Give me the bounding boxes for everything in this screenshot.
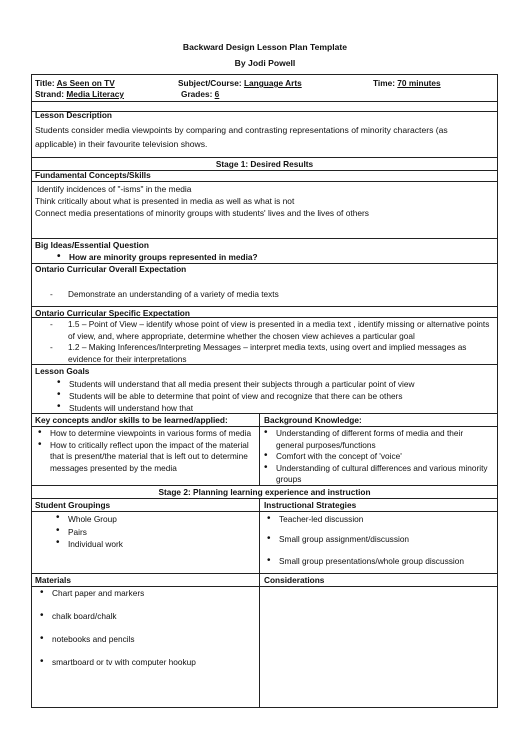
specific-expectation-item: - 1.5 – Point of View – identify whose point of view is presented in a media text , identify missing or alternative points of view, and, where appropriate, determine whether the chosen view achieves a particular goal xyxy=(68,319,493,342)
student-groupings-heading: Student Groupings xyxy=(35,500,111,510)
title-field xyxy=(35,78,115,89)
fundamental-line: Think critically about what is presented in media as well as what is not xyxy=(35,196,295,206)
stage1-heading: Stage 1: Desired Results xyxy=(215,159,314,169)
row-divider xyxy=(31,101,498,102)
key-concept-item: • How to determine viewpoints in various forms of media xyxy=(50,428,255,440)
key-concepts-list xyxy=(50,428,255,474)
time-field xyxy=(373,78,441,89)
specific-expectation-heading: Ontario Curricular Specific Expectation xyxy=(35,308,190,318)
lesson-goal-item: • Students will be able to determine that point of view and recognize that there can be others xyxy=(69,390,494,402)
big-ideas-list xyxy=(69,252,258,263)
material-item: • smartboard or tv with computer hookup xyxy=(52,657,196,668)
title-label: Title: xyxy=(35,78,55,88)
time-value: 70 minutes xyxy=(397,78,441,88)
lesson-description-text: Students consider media viewpoints by comparing and contrasting representations of minority characters (as applicable) in their favourite television shows. xyxy=(35,125,448,149)
column-divider xyxy=(259,498,260,707)
row-divider xyxy=(31,573,498,574)
column-divider xyxy=(259,413,260,486)
row-divider xyxy=(31,511,498,512)
row-divider xyxy=(31,586,498,587)
table-bottom-border xyxy=(31,707,498,708)
instructional-strategies-heading: Instructional Strategies xyxy=(264,500,357,510)
grouping-item: • Whole Group xyxy=(68,513,123,526)
strategy-item: • Teacher-led discussion xyxy=(279,514,363,525)
specific-expectation-list xyxy=(68,319,493,365)
lesson-goals-heading: Lesson Goals xyxy=(35,366,90,376)
strategy-item: • Small group presentations/whole group discussion xyxy=(279,556,464,567)
overall-expectation-list xyxy=(68,289,279,300)
big-ideas-heading: Big Ideas/Essential Question xyxy=(35,240,149,250)
fundamental-heading: Fundamental Concepts/Skills xyxy=(35,170,151,180)
subject-field xyxy=(178,78,302,89)
strand-field xyxy=(35,89,124,100)
fundamental-line: Connect media presentations of minority groups with students' lives and the lives of others xyxy=(35,208,369,218)
materials-heading: Materials xyxy=(35,575,71,585)
document-author: By Jodi Powell xyxy=(234,58,296,68)
lesson-goal-item: • Students will understand how that xyxy=(69,402,494,414)
grouping-item: • Individual work xyxy=(68,538,123,551)
material-item: • Chart paper and markers xyxy=(52,588,144,599)
overall-expectation-item: - Demonstrate an understanding of a variety of media texts xyxy=(68,289,279,300)
row-divider xyxy=(31,181,498,182)
lesson-goals-list xyxy=(69,378,494,414)
time-label: Time: xyxy=(373,78,395,88)
grades-value: 6 xyxy=(214,89,220,99)
strategy-item: • Small group assignment/discussion xyxy=(279,534,409,545)
background-knowledge-item: • Understanding of different forms of media and their general purposes/functions xyxy=(276,428,492,451)
background-knowledge-item: • Understanding of cultural differences and various minority groups xyxy=(276,463,492,486)
student-groupings-list xyxy=(68,513,123,551)
subject-value: Language Arts xyxy=(243,78,302,88)
subject-label: Subject/Course: xyxy=(178,78,242,88)
fundamental-line: Identify incidences of "-isms" in the media xyxy=(37,184,192,194)
essential-question: • How are minority groups represented in media? xyxy=(69,252,258,263)
background-knowledge-list xyxy=(276,428,492,486)
row-divider xyxy=(31,157,498,158)
lesson-description-heading: Lesson Description xyxy=(35,110,112,120)
background-knowledge-heading: Background Knowledge: xyxy=(264,415,362,425)
material-item: • chalk board/chalk xyxy=(52,611,117,622)
row-divider xyxy=(31,498,498,499)
key-concept-item: • How to critically reflect upon the impact of the material that is present/the material that is left out to determine messages presented by the media xyxy=(50,440,255,475)
background-knowledge-item: • Comfort with the concept of 'voice' xyxy=(276,451,492,463)
document-title: Backward Design Lesson Plan Template xyxy=(182,42,348,52)
table-top-border xyxy=(31,74,498,75)
lesson-goal-item: • Students will understand that all media present their subjects through a particular point of view xyxy=(69,378,494,390)
row-divider xyxy=(31,238,498,239)
specific-expectation-item: - 1.2 – Making Inferences/Interpreting Messages – interpret media texts, using overt and implied messages as evidence for their interpretations xyxy=(68,342,493,365)
row-divider xyxy=(31,306,498,307)
considerations-heading: Considerations xyxy=(264,575,325,585)
strand-label: Strand: xyxy=(35,89,65,99)
strand-value: Media Literacy xyxy=(66,89,125,99)
key-concepts-heading: Key concepts and/or skills to be learned/applied: xyxy=(35,415,228,425)
grouping-item: • Pairs xyxy=(68,526,123,539)
stage2-heading: Stage 2: Planning learning experience and instruction xyxy=(158,487,371,497)
grades-field xyxy=(181,89,219,100)
material-item: • notebooks and pencils xyxy=(52,634,135,645)
grades-label: Grades: xyxy=(181,89,213,99)
overall-expectation-heading: Ontario Curricular Overall Expectation xyxy=(35,264,187,274)
title-value: As Seen on TV xyxy=(56,78,115,88)
